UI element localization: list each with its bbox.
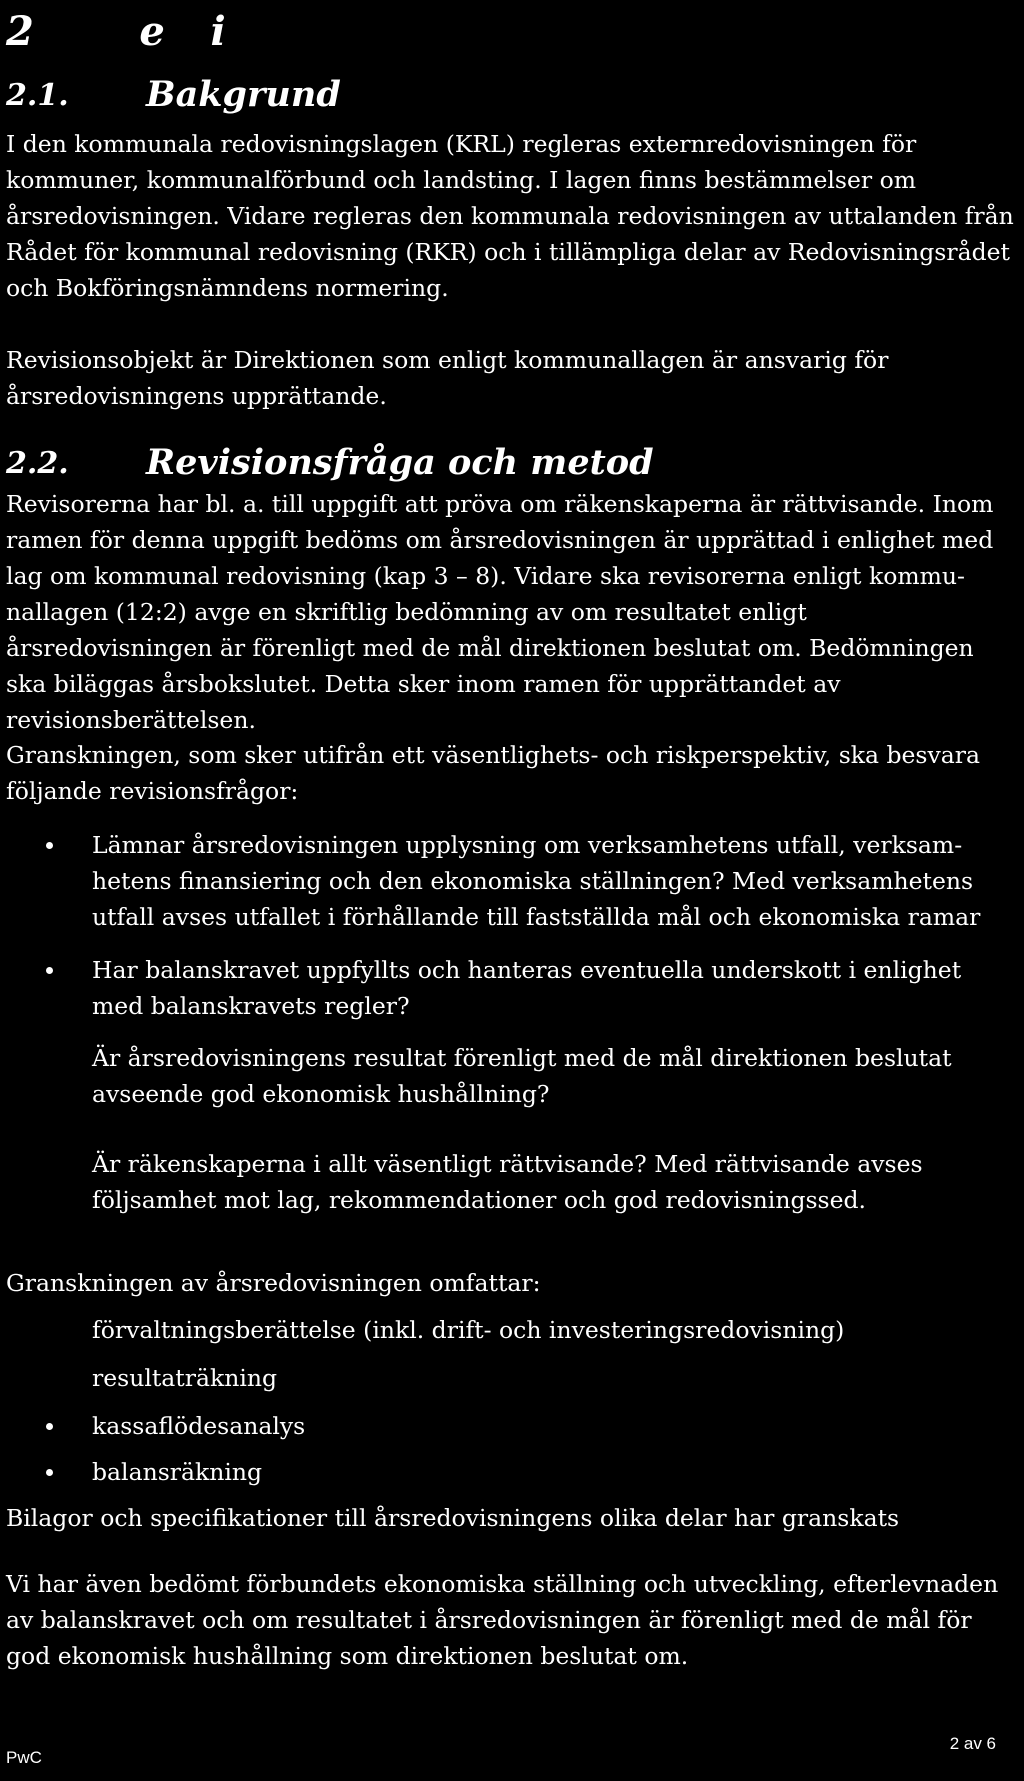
paragraph-bakgrund: I den kommunala redovisningslagen (KRL) regleras externredovisningen för kommuner, kommunalförbund och landsting. I lagen finns bestämmelser om årsredovisningen. Vidare regleras den kommunala redovisningen av uttalanden från Rådet för kommunal redovisning (RKR) och i tillämpliga delar av Redovisningsrådet och Bokföringsnämndens normering. xyxy=(6,130,1014,302)
heading-number: 2.2. xyxy=(6,446,69,481)
paragraph-omfattar: Granskningen av årsredovisningen omfattar: xyxy=(6,1269,541,1297)
question-text: Lämnar årsredovisningen upplysning om verksamhetens utfall, verksam-hetens finansiering och den ekonomiska ställningen? Med verksamhetens utfall avses utfallet i förhållande till fastställda mål och ekonomiska ramar xyxy=(92,831,981,931)
paragraph-revisorerna: Revisorerna har bl. a. till uppgift att pröva om räkenskaperna är rättvisande. Inom ramen för denna uppgift bedöms om årsredovisningen är upprättad i enlighet med lag om kommunal redovisning (kap 3 – 8). Vidare ska revisorerna enligt kommu-nallagen (12:2) avge en skriftlig bedömning av om resultatet enligt årsredovisningen är förenligt med de mål direktionen beslutat om. Bedömningen ska biläggas årsbokslutet. Detta sker inom ramen för upprättandet av revisionsberättelsen. xyxy=(6,490,994,734)
scope-text: balansräkning xyxy=(92,1458,263,1486)
scope-item: förvaltningsberättelse (inkl. drift- och investeringsredovisning) xyxy=(92,1316,845,1344)
heading-number: 2.1. xyxy=(6,78,69,113)
question-text: Är räkenskaperna i allt väsentligt rättvisande? Med rättvisande avses följsamhet mot lag, rekommendationer och god redovisningssed. xyxy=(92,1150,923,1214)
question-text: Har balanskravet uppfyllts och hanteras eventuella underskott i enlighet med balanskravets regler? xyxy=(92,956,962,1020)
paragraph-revisionsobjekt: Revisionsobjekt är Direktionen som enligt kommunallagen är ansvarig för årsredovisningens upprättande. xyxy=(6,346,889,410)
question-text: Är årsredovisningens resultat förenligt med de mål direktionen beslutat avseende god ekonomisk hushållning? xyxy=(92,1044,952,1108)
footer-brand: PwC xyxy=(6,1748,42,1767)
section-heading: 2 e i xyxy=(6,8,227,55)
paragraph-bilagor: Bilagor och specifikationer till årsredovisningens olika delar har granskats xyxy=(6,1504,900,1532)
heading-bakgrund xyxy=(6,74,341,115)
heading-title: Revisionsfråga och metod xyxy=(146,442,654,483)
bullet-icon xyxy=(46,967,53,974)
heading-title: Bakgrund xyxy=(146,74,341,115)
bullet-icon xyxy=(46,1469,53,1476)
bullet-icon xyxy=(46,1423,53,1430)
scope-text: kassaflödesanalys xyxy=(92,1412,306,1440)
paragraph-ekonomisk-stallning: Vi har även bedömt förbundets ekonomiska ställning och utveckling, efterlevnaden av balanskravet och om resultatet i årsredovisningen är förenligt med de mål för god ekonomisk hushållning som direktionen beslutat om. xyxy=(6,1570,999,1670)
paragraph-granskningen: Granskningen, som sker utifrån ett väsentlighets- och riskperspektiv, ska besvara följande revisionsfrågor: xyxy=(6,741,981,805)
page-number: 2 av 6 xyxy=(949,1734,996,1753)
scope-item: resultaträkning xyxy=(92,1364,278,1392)
heading-revisionsfraga xyxy=(6,442,654,483)
bullet-icon xyxy=(46,842,53,849)
